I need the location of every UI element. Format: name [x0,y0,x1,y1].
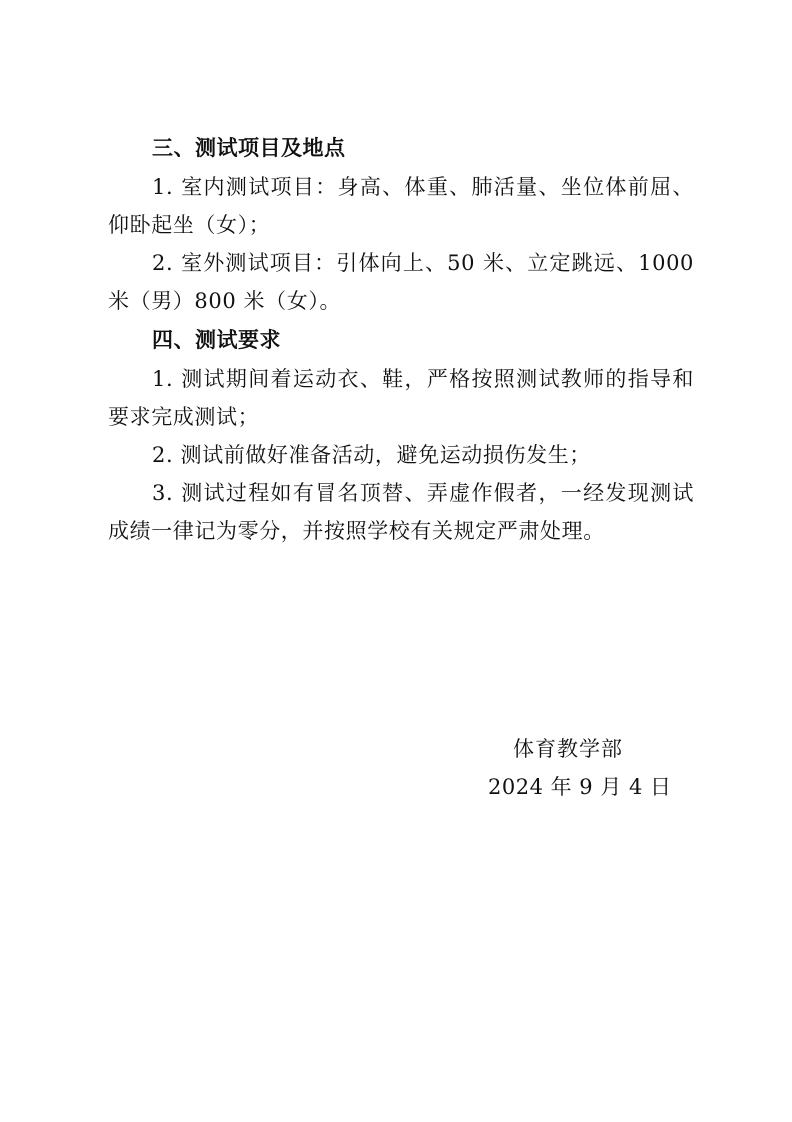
section-heading-test-items: 三、测试项目及地点 [152,136,346,160]
paragraph-requirement-2: 2. 测试前做好准备活动，避免运动损伤发生； [152,443,591,467]
signature-block [480,730,680,806]
paragraph-outdoor-items: 2. 室外测试项目：引体向上、50 米、立定跳远、1000 米（男）800 米（女）。 [108,251,694,313]
paragraph-indoor-items: 1. 室内测试项目：身高、体重、肺活量、坐位体前屈、仰卧起坐（女）； [108,175,694,237]
paragraph-requirement-1: 1. 测试期间着运动衣、鞋，严格按照测试教师的指导和要求完成测试； [108,367,694,429]
signature-department: 体育教学部 [513,737,623,761]
signature-date: 2024 年 9 月 4 日 [488,775,672,799]
section-heading-test-requirements: 四、测试要求 [152,328,281,352]
document-body [108,128,694,550]
paragraph-requirement-3: 3. 测试过程如有冒名顶替、弄虚作假者，一经发现测试成绩一律记为零分，并按照学校有关规定严肃处理。 [108,481,694,543]
